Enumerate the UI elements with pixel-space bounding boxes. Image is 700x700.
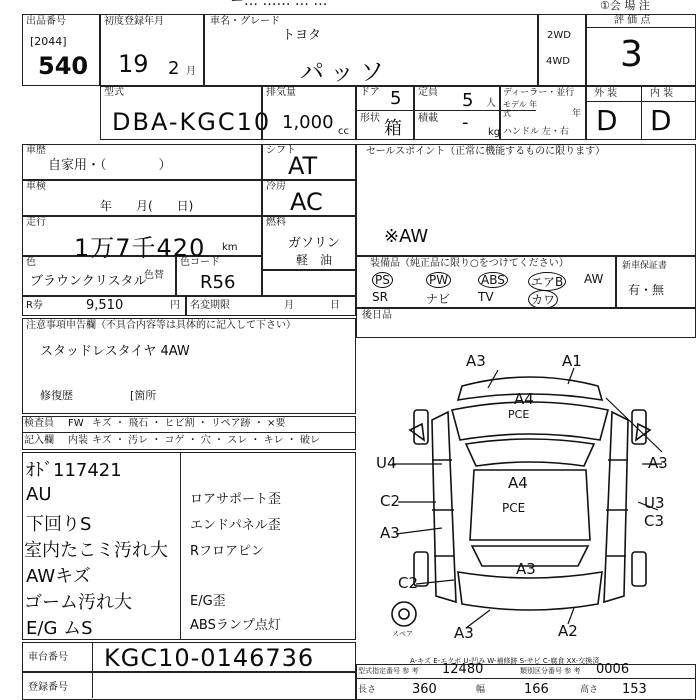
venue-label: ①会 場 注 xyxy=(600,0,650,12)
color-value: ブラウンクリスタル xyxy=(30,274,147,289)
width-value: 166 xyxy=(524,682,549,697)
damage-label-12: A3 xyxy=(516,560,536,578)
chassis-value: KGC10-0146736 xyxy=(104,644,315,672)
mileage-label: 走行 xyxy=(26,217,46,228)
handwritten-right-1: エンドパネル歪 xyxy=(190,518,281,533)
reg-month: 2 xyxy=(168,58,180,79)
equipment-abs: ABS xyxy=(478,272,508,288)
fuel-extra-box xyxy=(262,270,356,296)
recycle-label: R券 xyxy=(26,300,43,311)
title-deadline-day: 日 xyxy=(330,300,340,311)
equipment-sr: SR xyxy=(372,290,388,304)
handwritten-left-2: 下回りS xyxy=(26,514,92,535)
lot-code: [2044] xyxy=(30,35,67,48)
mileage-unit: km xyxy=(222,242,238,253)
damage-label-9: A3 xyxy=(380,524,400,542)
handwritten-right-2: Rフロアピン xyxy=(190,544,265,559)
handwritten-left-1: AU xyxy=(26,484,52,505)
checklist-row2-type: 内装 xyxy=(68,435,88,446)
equipment-tv: TV xyxy=(478,290,494,304)
damage-label-4: A3 xyxy=(648,454,668,472)
equipment-aw: AW xyxy=(584,272,604,286)
inspection-value: 年 月( 日) xyxy=(100,199,194,213)
ref-value: 12480 xyxy=(442,662,484,677)
sales-point-value: ※AW xyxy=(384,226,429,247)
model-value: DBA-KGC10 xyxy=(112,108,272,136)
fuel-options: 軽 油 xyxy=(296,253,333,267)
score-label: 評 価 点 xyxy=(614,15,651,26)
notes-value: スタッドレスタイヤ 4AW xyxy=(40,344,190,359)
load-label: 積載 xyxy=(418,113,438,124)
registration-label: 登録番号 xyxy=(28,682,68,693)
inspector-label: 検査員 xyxy=(24,418,54,429)
chassis-label: 車台番号 xyxy=(28,652,68,663)
car-name: パッソ xyxy=(300,58,390,86)
damage-diagram xyxy=(362,340,698,640)
recycle-unit: 円 xyxy=(170,300,180,311)
handwritten-left-4: AWキズ xyxy=(26,566,91,587)
damage-label-6: C2 xyxy=(380,492,401,510)
handwritten-left-6: E/G ムS xyxy=(26,618,93,639)
warranty-value: 有・無 xyxy=(628,283,665,297)
doors-label: ドア xyxy=(360,87,380,98)
usage-label: 車歴 xyxy=(26,145,46,156)
damage-label-10: A4 xyxy=(508,474,528,492)
color-label: 色 xyxy=(26,257,36,268)
height-label: 高さ xyxy=(580,685,599,695)
model-label: 型式 xyxy=(104,87,124,98)
shift-value: AT xyxy=(288,152,318,180)
checklist-row2-items: キズ ・ 汚レ ・ コゲ ・ 穴 ・ スレ ・ キレ ・ 破レ xyxy=(92,435,320,446)
damage-label-2: A4 xyxy=(514,390,534,408)
checklist-row1-type: FW xyxy=(68,418,84,429)
handwritten-left-5: ゴーム汚れ大 xyxy=(24,592,132,613)
damage-label-8: C3 xyxy=(644,512,665,530)
aircon-value: AC xyxy=(290,188,323,216)
equipment-navi: ナビ xyxy=(426,292,451,306)
drive-box xyxy=(538,14,586,86)
recycle-value: 9,510 xyxy=(86,298,124,313)
handwritten-right-0: ロアサポート歪 xyxy=(190,492,282,507)
reg-label: 初度登録年月 xyxy=(104,16,164,27)
recorder-label: 記入欄 xyxy=(24,435,54,446)
car-maker: トヨタ xyxy=(282,28,322,43)
body-type-value: 箱 xyxy=(384,118,402,139)
equipment-label: 装備品（純正品に限り○をつけてください） xyxy=(370,258,569,269)
sales-point-label: セールスポイント（正常に機能するものに限ります） xyxy=(366,146,606,157)
color-code-value: R56 xyxy=(200,272,236,293)
damage-label-13: C2 xyxy=(398,574,419,592)
reg-year: 19 xyxy=(118,50,149,78)
displacement-value: 1,000 xyxy=(282,112,334,133)
reg-month-unit: 月 xyxy=(186,66,196,77)
doors-value: 5 xyxy=(390,88,402,109)
sheet-title-fragment: ー… …… … … xyxy=(230,0,328,9)
shift-label: シフト xyxy=(266,145,296,156)
displacement-unit: cc xyxy=(338,126,349,137)
rear-seat-box xyxy=(356,308,696,338)
handle-label: ハンドル 左・右 xyxy=(503,127,569,137)
score-value: 3 xyxy=(620,34,643,75)
rear-seat-label: 後日品 xyxy=(362,310,392,321)
width-label: 幅 xyxy=(476,685,486,695)
fuel-label: 燃料 xyxy=(266,217,286,228)
mileage-value: 1万7千420 xyxy=(74,234,206,262)
load-value: - xyxy=(462,112,469,133)
damage-label-14: A2 xyxy=(558,622,578,640)
ref-label: 型式指定番号 参 考 xyxy=(358,667,419,675)
registration-box xyxy=(22,672,356,700)
exterior-label: 外 装 xyxy=(594,88,618,99)
class-value: 0006 xyxy=(596,662,630,677)
model-year-label: モデル 年式 xyxy=(503,100,538,118)
lot-label: 出品番号 xyxy=(26,16,66,27)
damage-label-5: U4 xyxy=(376,454,397,472)
lot-number: 540 xyxy=(38,52,89,80)
checklist-row1-items: キズ ・ 飛石 ・ ヒビ割 ・ リペア跡 ・ ×要 xyxy=(92,418,286,429)
spare-label: スペア xyxy=(392,630,413,638)
damage-label-0: A3 xyxy=(466,352,486,370)
aircon-label: 冷房 xyxy=(266,181,286,192)
damage-label-1: A1 xyxy=(562,352,582,370)
class-label: 類別区分番号 参 考 xyxy=(520,667,581,675)
damage-label-15: A3 xyxy=(454,624,474,640)
interior-value: D xyxy=(650,104,672,137)
notes-label: 注意事項申告欄（不具合内容等は具体的に記入して下さい） xyxy=(26,320,296,331)
color-change-label: 色替 xyxy=(144,270,164,281)
dealer-label: ディーラー・並行 xyxy=(503,88,575,98)
fuel-value: ガソリン xyxy=(288,236,341,251)
damage-label-11: PCE xyxy=(502,501,526,515)
interior-label: 内 装 xyxy=(650,88,674,99)
height-value: 153 xyxy=(622,682,647,697)
damage-label-7: U3 xyxy=(644,494,665,512)
handwritten-left-0: ｵﾄﾞ117421 xyxy=(26,460,122,481)
equipment-leather: カワ xyxy=(528,290,558,309)
capacity-value: 5 xyxy=(462,90,474,111)
exterior-value: D xyxy=(596,104,618,137)
title-deadline-label: 名変期限 xyxy=(190,300,230,311)
title-deadline-month: 月 xyxy=(284,300,294,311)
warranty-label: 新車保証書 xyxy=(622,261,668,271)
handwritten-right-5: ABSランプ点灯 xyxy=(190,618,281,633)
usage-value: 自家用・（ ） xyxy=(48,158,172,173)
equipment-ps: PS xyxy=(372,272,393,288)
length-value: 360 xyxy=(412,682,437,697)
drive-4wd: 4WD xyxy=(546,56,570,67)
capacity-unit: 人 xyxy=(486,98,496,109)
load-unit: kg xyxy=(488,127,501,138)
handwritten-left-3: 室内たこミ汚れ大 xyxy=(24,540,168,561)
drive-2wd: 2WD xyxy=(547,30,571,41)
capacity-label: 定員 xyxy=(418,87,438,98)
model-year-unit: 年 xyxy=(572,109,582,119)
repair-place: [箇所 xyxy=(130,389,157,402)
equipment-airbag: エアB xyxy=(528,272,566,291)
damage-legend: A-キズ E-エクボ U-凹み W-補修跡 S-サビ C-腐食 XX-交換済 xyxy=(410,657,600,665)
length-label: 長さ xyxy=(358,685,377,695)
damage-label-3: PCE xyxy=(508,408,530,421)
body-type-label: 形状 xyxy=(360,113,380,124)
displacement-label: 排気量 xyxy=(266,87,296,98)
inspection-label: 車検 xyxy=(26,181,46,192)
color-code-label: 色コード xyxy=(180,257,220,268)
equipment-pw: PW xyxy=(426,272,451,288)
handwritten-right-4: E/G歪 xyxy=(190,594,226,609)
repair-label: 修復歴 xyxy=(40,389,73,402)
car-label: 車名・グレード xyxy=(210,16,280,27)
